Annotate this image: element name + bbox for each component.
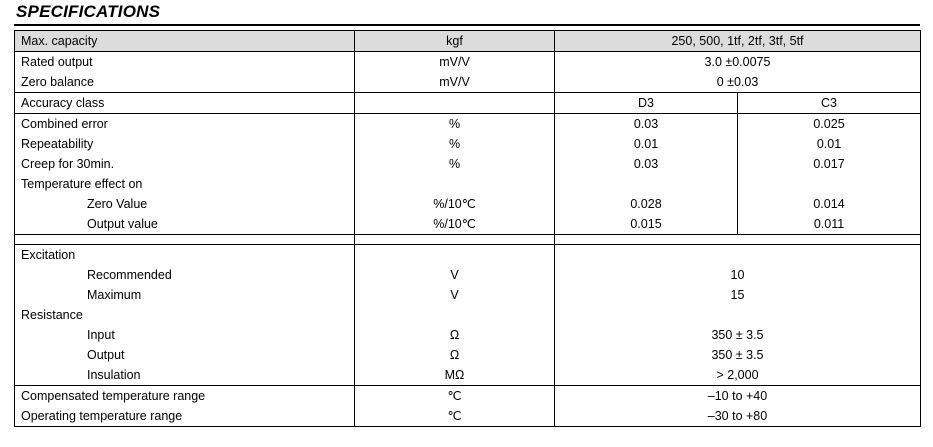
row-unit: %/10℃ [433,197,476,211]
row-unit: Ω [449,348,460,362]
row-unit-cell [355,114,555,135]
row-label-cell [15,52,355,73]
row-unit-cell [355,52,555,73]
row-label: Creep for 30min. [21,157,115,171]
row-value-cell [555,265,921,285]
row-label: Maximum [87,288,142,302]
row-unit-cell [355,265,555,285]
row-value-cell [555,406,921,427]
row-unit-cell [355,93,555,114]
row-label-cell [15,245,355,266]
row-value-d3: 0.03 [633,117,659,131]
row-value-d3: 0.015 [630,217,662,231]
row-value-d3-cell [555,214,738,235]
row-label: Input [87,328,115,342]
row-value-c3-cell [738,114,921,135]
row-label-cell [15,386,355,407]
row-label: Excitation [21,248,76,262]
row-value-cell [555,325,921,345]
row-label: Output value [87,217,158,231]
row-label-cell [15,93,355,114]
row-unit: V [450,268,459,282]
row-unit-cell [355,345,555,365]
table-row [15,406,921,427]
accuracy-class-c3: C3 [821,96,837,110]
row-label-cell [15,31,355,52]
table-row [15,214,921,235]
row-label: Insulation [87,368,141,382]
row-value-c3-cell [738,194,921,214]
table-spacer-row [15,235,921,245]
accuracy-class-c3-cell [738,93,921,114]
row-label: Zero balance [21,75,94,89]
row-value: > 2,000 [716,368,759,382]
table-row [15,93,921,114]
table-row [15,305,921,325]
row-value: –10 to +40 [707,389,768,403]
row-value-cell [555,365,921,386]
row-unit-cell [355,245,555,266]
row-value-c3: 0.025 [813,117,845,131]
row-value: 3.0 ±0.0075 [704,55,771,69]
row-value-cell [555,52,921,73]
row-label-cell [15,114,355,135]
row-unit: MΩ [444,368,465,382]
row-unit-cell [355,365,555,386]
table-row [15,285,921,305]
table-row [15,245,921,266]
table-row [15,194,921,214]
row-value [555,253,920,257]
row-unit-cell [355,325,555,345]
row-unit [355,101,554,105]
row-value: –30 to +80 [707,409,768,423]
table-row [15,386,921,407]
row-value-d3-cell [555,134,738,154]
row-label-cell [15,285,355,305]
row-value-c3: 0.017 [813,157,845,171]
row-label-cell [15,214,355,235]
row-unit-cell [355,174,555,194]
row-value-cell [555,285,921,305]
row-unit: % [448,137,461,151]
row-unit [355,313,554,317]
row-unit: ℃ [447,389,462,403]
specifications-table [14,30,921,427]
page-title: SPECIFICATIONS [16,2,161,21]
row-label: Accuracy class [21,96,105,110]
row-unit: mV/V [439,55,470,69]
table-row [15,31,921,52]
row-unit: %/10℃ [433,217,476,231]
row-label: Recommended [87,268,172,282]
row-label-cell [15,365,355,386]
row-label-cell [15,325,355,345]
row-value-cell [555,31,921,52]
row-label: Resistance [21,308,83,322]
title-divider [14,24,920,26]
row-value-d3-cell [555,154,738,174]
row-unit-cell [355,214,555,235]
row-value-c3-cell [738,154,921,174]
row-value-cell [555,386,921,407]
row-unit: V [450,288,459,302]
row-unit: mV/V [439,75,470,89]
table-row [15,52,921,73]
row-unit: % [448,117,461,131]
row-unit-cell [355,305,555,325]
row-label: Output [87,348,125,362]
row-unit-cell [355,406,555,427]
row-label: Repeatability [21,137,94,151]
row-label: Zero Value [87,197,148,211]
row-unit-cell [355,386,555,407]
row-value-c3 [738,182,920,186]
row-unit [355,253,554,257]
table-row [15,174,921,194]
row-value-c3: 0.014 [813,197,845,211]
row-value-cell [555,72,921,93]
row-value-c3: 0.011 [813,217,845,231]
spacer-cell [15,235,355,245]
table-row [15,345,921,365]
row-unit: kgf [446,34,463,48]
row-label-cell [15,174,355,194]
row-unit-cell [355,134,555,154]
specifications-page [0,2,933,447]
row-label: Rated output [21,55,93,69]
table-row [15,134,921,154]
row-value-d3: 0.01 [633,137,659,151]
row-label: Temperature effect on [21,177,143,191]
row-value: 10 [730,268,745,282]
row-unit-cell [355,154,555,174]
row-value-d3-cell [555,114,738,135]
row-value-cell [555,345,921,365]
table-row [15,325,921,345]
row-label-cell [15,406,355,427]
row-unit-cell [355,31,555,52]
row-label-cell [15,134,355,154]
row-unit-cell [355,285,555,305]
row-label-cell [15,345,355,365]
row-unit-cell [355,194,555,214]
row-value: 250, 500, 1tf, 2tf, 3tf, 5tf [671,34,804,48]
spacer-cell [355,235,555,245]
row-value: 15 [730,288,745,302]
row-value-c3-cell [738,174,921,194]
row-label-cell [15,194,355,214]
row-value: 350 ± 3.5 [711,328,764,342]
row-label: Max. capacity [21,34,98,48]
row-label-cell [15,265,355,285]
row-unit: Ω [449,328,460,342]
row-value-cell [555,305,921,325]
table-row [15,72,921,93]
row-value-d3-cell [555,194,738,214]
row-value-c3: 0.01 [816,137,842,151]
row-unit: ℃ [447,409,462,423]
row-value-d3 [555,182,737,186]
row-unit-cell [355,72,555,93]
row-unit [355,182,554,186]
row-label: Operating temperature range [21,409,183,423]
row-unit: % [448,157,461,171]
row-value: 350 ± 3.5 [711,348,764,362]
table-row [15,365,921,386]
row-value: 0 ±0.03 [716,75,759,89]
row-label-cell [15,154,355,174]
row-value-c3-cell [738,134,921,154]
row-value-c3-cell [738,214,921,235]
row-value-cell [555,245,921,266]
row-value-d3: 0.028 [630,197,662,211]
row-value-d3: 0.03 [633,157,659,171]
row-value [555,313,920,317]
accuracy-class-d3: D3 [638,96,654,110]
accuracy-class-d3-cell [555,93,738,114]
table-row [15,265,921,285]
table-row [15,154,921,174]
row-label: Combined error [21,117,108,131]
row-label-cell [15,72,355,93]
row-value-d3-cell [555,174,738,194]
row-label-cell [15,305,355,325]
table-row [15,114,921,135]
spacer-cell [555,235,921,245]
row-label: Compensated temperature range [21,389,206,403]
